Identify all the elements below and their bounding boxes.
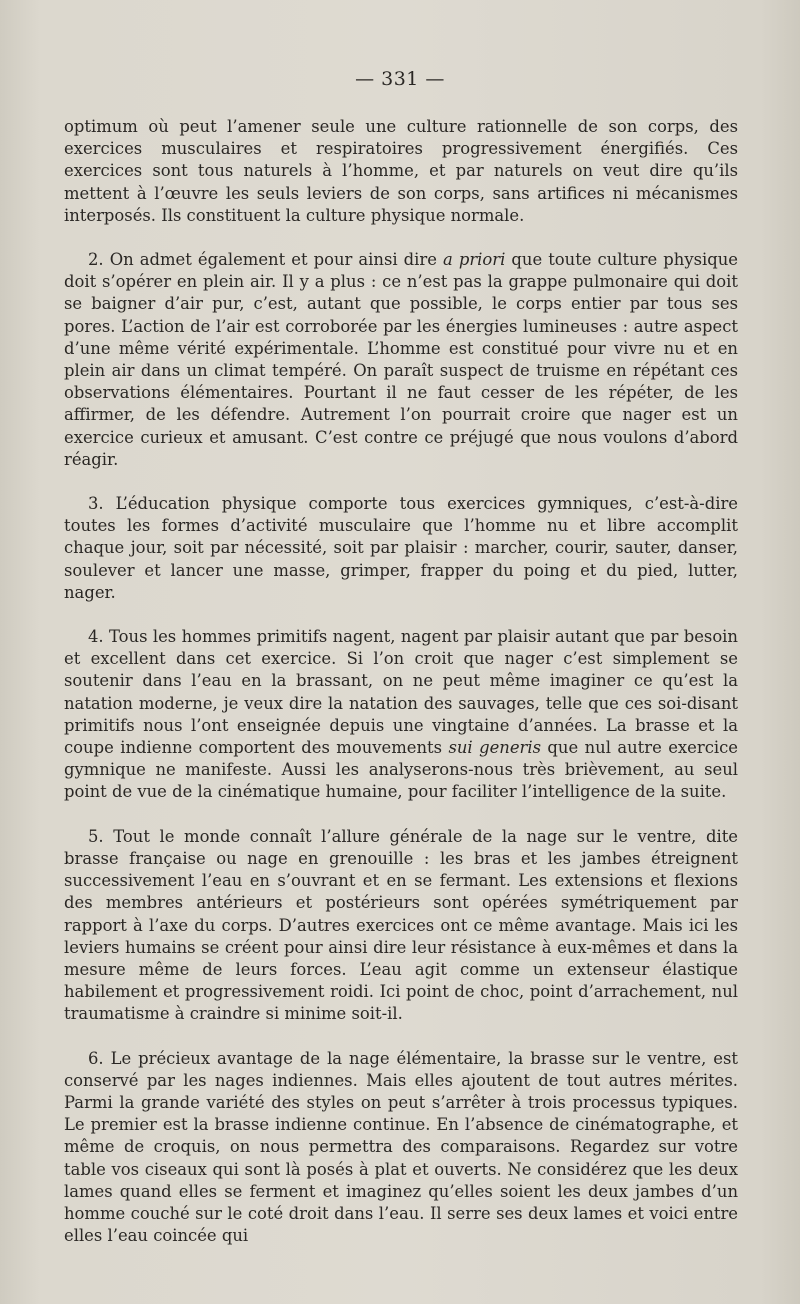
paragraph-text: optimum où peut l’amener seule une culture rationnelle de son corps, des exercices musculaires et respiratoires progressivement énergifiés. Ces exercices sont tous naturels à l’homme, et par naturels on veut dire qu’ils mettent à l’œuvre les seuls leviers de son corps, sans artifices ni mécanismes interposés. Ils constituent la culture physique normale. — [64, 117, 738, 225]
paragraph-text-before: 4. Tous les hommes primitifs nagent, nagent par plaisir autant que par besoin et excellent dans cet exercice. Si l’on croit que nager c’est simplement se soutenir dans l’eau en la brassant, on ne peut même imaginer ce qu’est la natation moderne, je veux dire la natation des sauvages, telle que ces soi-disant primitifs nous l’ont enseignée depuis une vingtaine d’années. La brasse et la coupe indienne comportent des mouvements — [64, 627, 738, 758]
paragraph-5 — [64, 826, 738, 1026]
paragraph-text-after: que nul autre exercice gymnique ne manifeste. Aussi les analyserons-nous très brièvement, au seul point de vue de la cinématique humaine, pour faciliter l’intelligence de la suite. — [64, 738, 738, 802]
italic-phrase: a priori — [443, 250, 506, 270]
paragraph-text-before: 2. On admet également et pour ainsi dire — [88, 250, 443, 270]
paragraph-text: 6. Le précieux avantage de la nage élémentaire, la brasse sur le ventre, est conservé par les nages indiennes. Mais elles ajoutent de tout autres mérites. Parmi la grande variété des styles on peut s’arrêter à trois processus typiques. Le premier est la brasse indienne continue. En l’absence de cinématographe, et même de croquis, on nous permettra des comparaisons. Regardez sur votre table vos ciseaux qui sont là posés à plat et ouverts. Ne considérez que les deux lames quand elles se ferment et imaginez qu’elles soient les deux jambes d’un homme couché sur le coté droit dans l’eau. Il serre ses deux lames et voici entre elles l’eau coincée qui — [64, 1048, 738, 1246]
italic-phrase: sui generis — [448, 738, 542, 758]
body-text — [64, 116, 738, 1247]
paragraph-6 — [64, 1048, 738, 1248]
paragraph-2 — [64, 249, 738, 471]
paragraph-text: 3. L’éducation physique comporte tous exercices gymniques, c’est-à-dire toutes les formes d’activité musculaire que l’homme nu et libre accomplit chaque jour, soit par nécessité, soit par plaisir : marcher, courir, sauter, danser, soulever et lancer une masse, grimper, frapper du poing et du pied, lutter, nager. — [64, 494, 738, 602]
page-number: — 331 — — [355, 68, 445, 90]
paragraph-3 — [64, 493, 738, 604]
paragraph-text: 5. Tout le monde connaît l’allure générale de la nage sur le ventre, dite brasse française ou nage en grenouille : les bras et les jambes étreignent successivement l’eau en s’ouvrant et en se fermant. Les extensions et flexions des membres antérieurs et postérieurs sont opérées symétriquement par rapport à l’axe du corps. D’autres exercices ont ce même avantage. Mais ici les leviers humains se créent pour ainsi dire leur résistance à eux-mêmes et dans la mesure même de leurs forces. L’eau agit comme un extenseur élastique habilement et progressivement roidi. Ici point de choc, point d’arrachement, nul traumatisme à craindre si minime soit-il. — [64, 826, 738, 1024]
paragraph-continuation — [64, 116, 738, 227]
paragraph-4 — [64, 626, 738, 804]
paragraph-text-after: que toute culture physique doit s’opérer en plein air. Il y a plus : ce n’est pas la grappe pulmonaire qui doit se baigner d’air pur, c’est, autant que possible, le corps entier par tous ses pores. L’action de l’air est corroborée par les énergies lumineuses : autre aspect d’une même vérité expérimentale. L’homme est constitué pour vivre nu et en plein air dans un climat tempéré. On paraît suspect de truisme en répétant ces observations élémentaires. Pourtant il ne faut cesser de les répéter, de les affirmer, de les défendre. Autrement l’on pourrait croire que nager est un exercice curieux et amusant. C’est contre ce préjugé que nous voulons d’abord réagir. — [64, 250, 738, 469]
